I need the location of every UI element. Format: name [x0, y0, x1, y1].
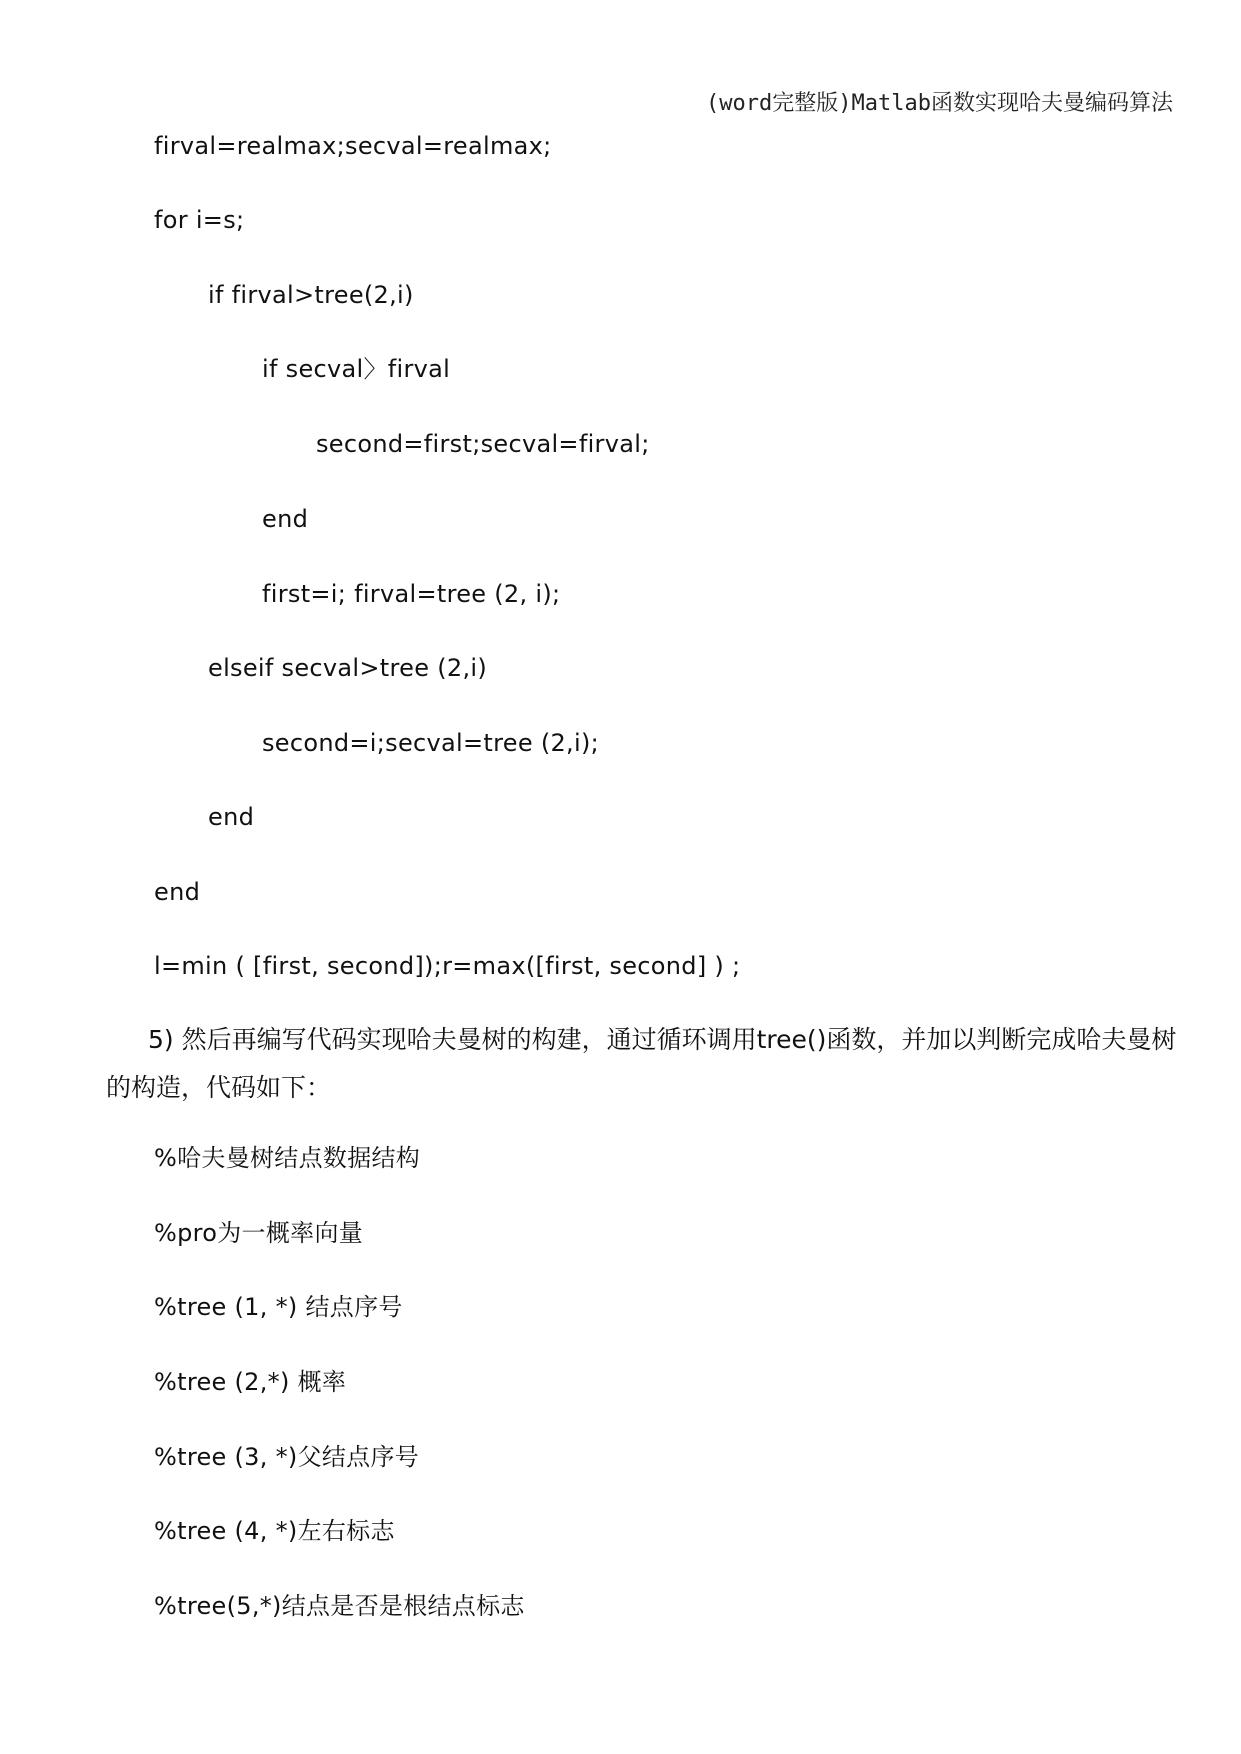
page-header-title: (word完整版)Matlab函数实现哈夫曼编码算法 [706, 91, 1173, 116]
code-line: end [262, 505, 309, 533]
code-line: end [208, 803, 255, 831]
code-line: first=i; firval=tree (2, i); [262, 580, 561, 608]
comment-line: %tree (4, *)左右标志 [154, 1517, 395, 1545]
code-line: second=first;secval=firval; [316, 430, 650, 458]
code-line: if firval>tree(2,i) [208, 281, 414, 309]
code-line: elseif secval>tree (2,i) [208, 654, 488, 682]
code-line: second=i;secval=tree (2,i); [262, 729, 599, 757]
comment-line: %tree(5,*)结点是否是根结点标志 [154, 1592, 525, 1620]
body-paragraph: 5) 然后再编写代码实现哈夫曼树的构建，通过循环调用tree()函数，并加以判断完成哈夫曼树的构造，代码如下： [106, 1025, 1177, 1102]
comment-line: %tree (3, *)父结点序号 [154, 1443, 420, 1471]
comment-line: %tree (1, *) 结点序号 [154, 1293, 403, 1321]
comment-line: %pro为一概率向量 [154, 1219, 364, 1247]
code-line: end [154, 878, 201, 906]
comment-line: %哈夫曼树结点数据结构 [154, 1144, 421, 1172]
code-line: firval=realmax;secval=realmax; [154, 132, 552, 160]
code-line: l=min ( [first, second]);r=max([first, second] ) ; [154, 952, 741, 980]
comment-line: %tree (2,*) 概率 [154, 1368, 347, 1396]
code-line: if secval〉firval [262, 355, 451, 383]
code-line: for i=s; [154, 206, 245, 234]
